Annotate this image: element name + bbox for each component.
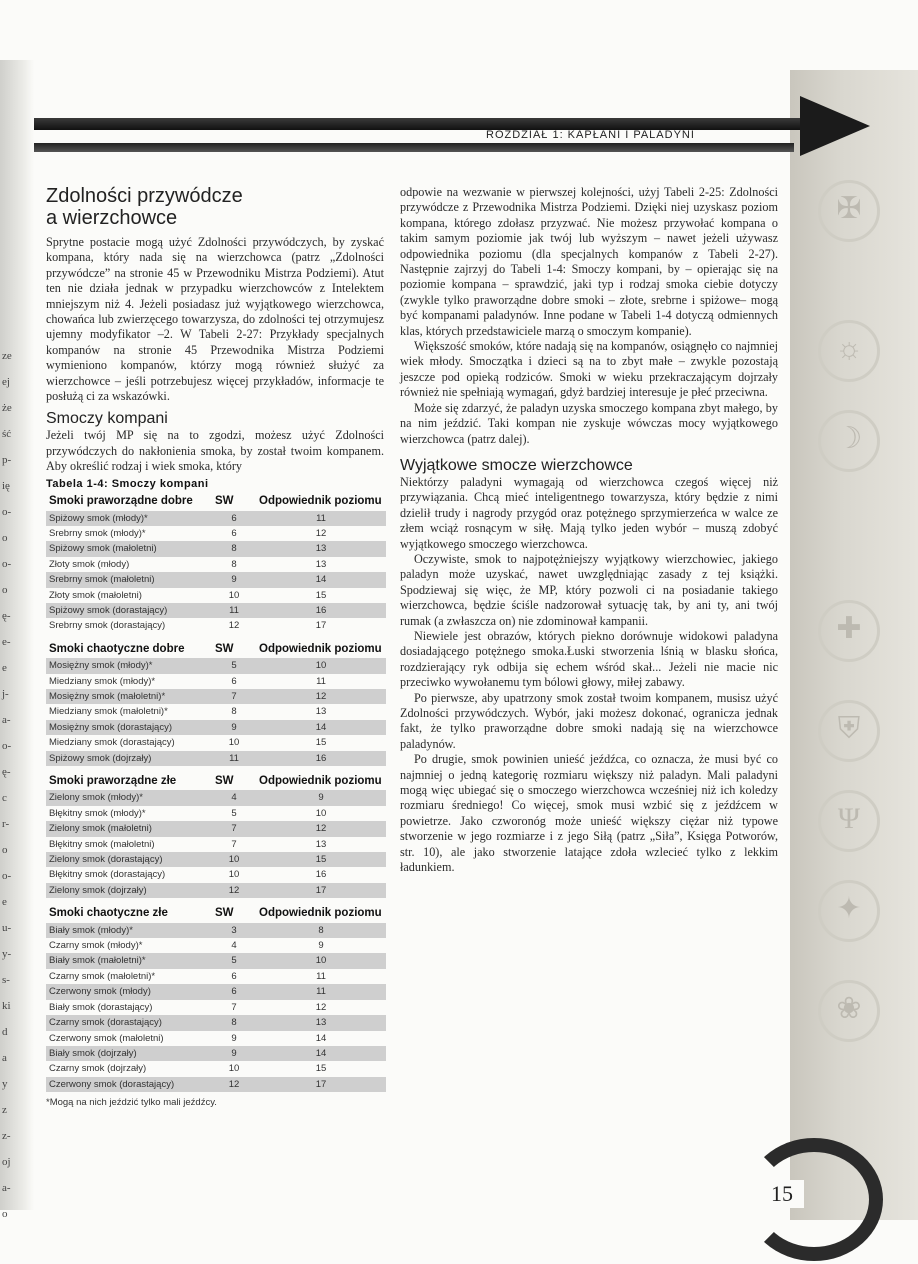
cell-sw: 9 [212,1046,256,1061]
bleed-fragment: e- [2,636,11,648]
bleed-fragment: ę- [2,766,11,778]
bleed-fragment: że [2,402,12,414]
cell-level: 13 [256,541,386,556]
cell-sw: 6 [231,970,237,982]
cell-dragon: Czarny smok (młody)* [49,940,143,952]
table-row [46,883,386,898]
cell-sw: 7 [212,689,256,704]
paragraph: Jeżeli twój MP się na to zgodzi, możesz użyć Zdolności przywódczych do nakłonienia smoka, by został twoim kompanem. Aby określić rodzaj i wiek smoka, który [46,428,384,474]
cell-dragon: Mosiężny smok (młody)* [46,658,212,673]
cell-sw: 9 [212,572,256,587]
paragraph: Większość smoków, które nadają się na kompanów, osiągnęło co najmniej wiek młody. Smoczątka i dzieci są na to zbyt małe – zwykle pozostają jeszcze pod opieką rodziców. Smoki w wieku przekraczającym dojrzały również nie spełniają wymagań, gdyż bardziej interesuje je płeć przeciwna. [400,339,778,400]
cell-level: 14 [256,572,386,587]
col-header-level: Odpowiednik poziomu [259,907,382,920]
cell-level: 15 [315,589,327,601]
cell-sw: 10 [228,1063,240,1075]
paragraph: Po pierwsze, aby upatrzony smok został twoim kompanem, musisz użyć Zdolności przywódczych. Wybór, jaki możesz dokonać, ogranicza jednak fakt, że tylko praworządne dobre smoki nadają się na wierzchowce paladynów. [400,690,778,751]
table-row [46,867,386,882]
bleed-fragment: j- [2,688,9,700]
cell-dragon: Czerwony smok (małoletni) [49,1032,164,1044]
cell-dragon: Srebrny smok (młody)* [49,527,146,539]
cell-sw: 11 [212,603,256,618]
cell-level: 11 [316,675,326,687]
cell-sw: 6 [212,511,256,526]
bleed-fragment: ię [2,480,10,492]
section-heading-dragon-companions: Smoczy kompani [46,410,168,428]
bleed-fragment: p- [2,454,12,466]
bleed-fragment: a- [2,714,11,726]
cell-dragon: Miedziany smok (małoletni)* [49,706,168,718]
col-header-sw: SW [215,775,234,787]
group-title: Smoki chaotyczne dobre [49,642,185,655]
cell-level: 11 [256,984,386,999]
cell-dragon: Zielony smok (dorastający) [46,852,212,867]
bleed-fragment: o- [2,506,12,518]
table-row [46,572,386,587]
table-row [46,526,386,541]
cell-dragon: Czarny smok (małoletni)* [49,970,156,982]
table-row [46,751,386,766]
flower-symbol-icon: ❀ [818,980,880,1042]
cell-sw: 5 [212,658,256,673]
cell-sw: 7 [231,1001,237,1013]
sun-symbol-icon: ☼ [818,320,880,382]
paragraph: odpowie na wezwanie w pierwszej kolejności, użyj Tabeli 2-25: Zdolności przywódcze z Przewodnika Mistrza Podziemi. Dzięki niej uzyskasz poziom kompana, którego zdołasz przyzwać. Nie możesz przywołać kompana o takim samym poziomie jak twój lub wyższym – nawet jeżeli używasz odpowiednika poziomu (dla specjalnych kompanów z Tabeli 2-27). Następnie zajrzyj do Tabeli 1-4: Smoczy kompani, by – opierając się na poziomie kompana – sprawdzić, jaki typ i rodzaj smoka ciebie dotyczy (zwykle tylko praworządne dobre smoki – złote, srebrne i spiżowe– mogą być kompanami paladynów. Inne podane w Tabeli 1-4 dotyczą odmiennych klas, których przedstawiciele marzą o smoczym kompanie). [400,185,778,338]
bleed-fragment: z- [2,1130,11,1142]
table-row [46,1000,386,1015]
table-row [46,821,386,836]
trident-symbol-icon: Ψ [818,790,880,852]
holy-symbol-icon: ✠ [818,180,880,242]
table-group [46,641,386,766]
cell-sw: 10 [228,737,240,749]
section-heading-leadership: Zdolności przywódcze a wierzchowce [46,185,243,229]
table-row [46,969,386,984]
bleed-fragment: u- [2,922,12,934]
paragraph: Oczywiste, smok to najpotężniejszy wyjątkowy wierzchowiec, jakiego paladyn może uzyskać, nawet uwzględniając zasady z tej książki. Spodziewaj się więc, że MP, który pozwoli ci na posiadanie takiego wierzchowca, będzie ściśle nadzorował sytuację tak, by ani ty, ani twój rumak (a zwłaszcza on) nie zdominował kampanii. [400,551,778,628]
bleed-fragment: o- [2,558,12,570]
cell-dragon: Biały smok (dorastający) [49,1001,153,1013]
paragraph: Po drugie, smok powinien unieść jeźdźca, co oznacza, że musi być co najmniej o jedną kategorię rozmiaru większy niż paladyn. Mali paladyni mogą więc ubiegać się o smoczego wierzchowca wcześniej niż ich koledzy rozmiaru średniego! Co więcej, smok musi wzbić się z jeźdźcem w powietrze. Jako czworonóg może unieść większy ciężar niż typowe stworzenie w jego rozmiarze i z jego Siłą (patrz „Siła”, Księga Potworów, str. 10), ale jako stworzenie latające zdoła wzlecieć tylko z lekkim ładunkiem. [400,752,778,875]
cell-sw: 7 [231,838,237,850]
cell-dragon: Mosiężny smok (dorastający) [46,720,212,735]
cell-sw: 10 [212,852,256,867]
cell-level: 16 [315,869,327,881]
group-title: Smoki praworządne dobre [49,495,193,508]
cell-level: 12 [315,527,327,539]
group-title: Smoki praworządne złe [49,775,177,787]
col-header-sw: SW [215,642,234,655]
cell-sw: 11 [212,751,256,766]
table-group [46,773,386,898]
bleed-fragment: o- [2,870,12,882]
bleed-fragment: e [2,896,7,908]
cell-level: 9 [256,790,386,805]
bleed-fragment: o [2,1208,8,1220]
bleed-fragment: o [2,532,8,544]
cell-level: 12 [256,689,386,704]
cell-level: 14 [256,1046,386,1061]
cell-dragon: Złoty smok (małoletni) [49,589,142,601]
cell-sw: 6 [212,984,256,999]
bleed-fragment: c [2,792,7,804]
cell-sw: 9 [212,720,256,735]
running-head: ROZDZIAŁ 1: KAPŁANI I PALADYNI [486,129,695,141]
bleed-fragment: r- [2,818,10,830]
cell-dragon: Biały smok (dojrzały) [46,1046,212,1061]
cell-sw: 12 [212,883,256,898]
cell-level: 10 [315,807,327,819]
dragon-companion-table [46,493,384,1092]
table-row [46,720,386,735]
table-row [46,618,386,633]
table-header-row [46,493,386,510]
cell-level: 17 [256,883,386,898]
cell-dragon: Czerwony smok (dorastający) [46,1077,212,1092]
cell-sw: 10 [228,589,240,601]
bleed-fragment: ść [2,428,12,440]
table-row [46,923,386,938]
cell-dragon: Zielony smok (małoletni) [46,821,212,836]
arrow-icon [800,96,870,156]
cell-sw: 9 [231,1032,237,1044]
table-footnote: *Mogą na nich jeździć tylko mali jeźdźcy. [46,1097,217,1109]
table-group [46,905,386,1092]
col-header-level: Odpowiednik poziomu [259,775,382,787]
group-title: Smoki chaotyczne złe [49,907,168,920]
cell-level: 12 [315,1001,327,1013]
cell-level: 12 [256,821,386,836]
table-group [46,493,386,634]
table-row [46,674,386,689]
cell-sw: 12 [228,620,240,632]
cell-dragon: Czerwony smok (młody) [46,984,212,999]
cell-dragon: Błękitny smok (dorastający) [49,869,166,881]
bleed-fragment: ę- [2,610,11,622]
shield-symbol-icon: ⛨ [818,700,880,762]
cell-level: 16 [256,603,386,618]
cell-level: 16 [256,751,386,766]
cell-level: 11 [316,970,326,982]
cell-level: 10 [256,658,386,673]
table-row [46,541,386,556]
table-row [46,837,386,852]
bleed-fragment: y- [2,948,12,960]
table-row [46,689,386,704]
col-header-level: Odpowiednik poziomu [259,495,382,508]
bleed-fragment: y [2,1078,8,1090]
left-column [46,185,384,1111]
cell-dragon: Spiżowy smok (małoletni) [46,541,212,556]
cell-sw: 4 [231,940,237,952]
cell-level: 15 [315,1063,327,1075]
cell-sw: 12 [212,1077,256,1092]
cell-dragon: Czarny smok (dojrzały) [49,1063,147,1075]
table-row [46,1077,386,1092]
bleed-fragment: e [2,662,7,674]
bleed-fragment: s- [2,974,10,986]
cell-sw: 8 [212,541,256,556]
table-row [46,735,386,750]
cell-level: 13 [315,838,327,850]
cell-level: 14 [256,720,386,735]
cell-sw: 8 [231,706,237,718]
page-number: 15 [760,1180,804,1208]
table-row [46,704,386,719]
cell-dragon: Mosiężny smok (małoletni)* [46,689,212,704]
cell-dragon: Czarny smok (dorastający) [46,1015,212,1030]
table-row [46,1015,386,1030]
cell-sw: 6 [231,675,237,687]
table-row [46,1061,386,1076]
cell-dragon: Biały smok (młody)* [46,923,212,938]
bleed-fragment: ze [2,350,12,362]
cell-level: 17 [315,620,327,632]
cell-level: 10 [256,953,386,968]
cell-sw: 5 [212,953,256,968]
bleed-fragment: o [2,584,8,596]
cell-sw: 10 [228,869,240,881]
cell-sw: 7 [212,821,256,836]
table-row [46,984,386,999]
bleed-fragment: z [2,1104,7,1116]
right-column [400,185,778,875]
cell-sw: 3 [212,923,256,938]
table-row [46,603,386,618]
paragraph: Niektórzy paladyni wymagają od wierzchowca czegoś więcej niż przywiązania. Chcą mieć inteligentnego towarzysza, który będzie z nimi dzielił trudy i nagrody przygód oraz potężnego sprzymierzeńca w walce ze złem wciąż rosnącym w siłę. Mają tylko jeden wybór – muszą zdobyć wyjątkowego smoczego wierzchowca. [400,474,778,551]
table-row [46,557,386,572]
cell-dragon: Spiżowy smok (młody)* [46,511,212,526]
cell-level: 9 [318,940,324,952]
cross-symbol-icon: ✚ [818,600,880,662]
table-row [46,806,386,821]
cell-level: 14 [315,1032,327,1044]
cell-sw: 8 [212,1015,256,1030]
bleed-fragment: d [2,1026,8,1038]
cell-level: 17 [256,1077,386,1092]
cell-dragon: Złoty smok (młody) [49,558,130,570]
table-row [46,1046,386,1061]
col-header-sw: SW [215,907,234,920]
cell-sw: 5 [231,807,237,819]
cell-level: 13 [315,706,327,718]
cell-dragon: Błękitny smok (młody)* [49,807,146,819]
cell-level: 8 [256,923,386,938]
section-heading-special-mounts: Wyjątkowe smocze wierzchowce [400,456,633,474]
paragraph: Niewiele jest obrazów, których piekno dorównuje widokowi paladyna dosiadającego potężnego smoka.Łuski stworzenia lśnią w blasku słońca, rozdzierający ryk odbija się echem wśród skał... Jeżeli nie macie nic przeciwko wywołanemu tym bólowi głowy, miłej zabawy. [400,628,778,690]
cell-dragon: Spiżowy smok (dorastający) [46,603,212,618]
header-band [34,118,834,130]
cell-dragon: Zielony smok (dojrzały) [46,883,212,898]
cell-dragon: Biały smok (małoletni)* [46,953,212,968]
table-header-row [46,641,386,658]
cell-level: 15 [315,737,327,749]
cell-level: 13 [315,558,327,570]
table-title: Tabela 1-4: Smoczy kompani [46,477,209,490]
paragraph: Sprytne postacie mogą użyć Zdolności przywódczych, by zyskać kompana, który nada się na wierzchowca (patrz „Zdolności przywódcze” na stronie 45 w Przewodniku Mistrza Podziemi). Atut ten nie działa jednak w przypadku wierzchowców z Intelektem mniejszym niż 4. Jeżeli posiadasz już wyjątkowego wierzchowca, chowańca lub zwierzęcego towarzysza, do zdolności tej otrzymujesz ujemny modyfikator –2. W Tabeli 2-27: Przykłady specjalnych kompanów na stronie 45 Przewodnika Mistrza Podziemi wymieniono kompanów, którzy mogą również służyć za wierzchowce – jeśli potrzebujesz więcej przykładów, informacje te posłużą ci za wskazówki. [46,235,384,404]
cell-dragon: Miedziany smok (młody)* [49,675,156,687]
cell-sw: 4 [212,790,256,805]
cell-sw: 6 [231,527,237,539]
cell-dragon: Srebrny smok (małoletni) [46,572,212,587]
cell-dragon: Błękitny smok (małoletni) [49,838,155,850]
table-header-row [46,905,386,922]
crescent-symbol-icon: ☽ [818,410,880,472]
table-row [46,852,386,867]
bleed-fragment: a [2,1052,7,1064]
table-row [46,511,386,526]
cell-level: 11 [256,511,386,526]
table-row [46,790,386,805]
bleed-fragment: oj [2,1156,11,1168]
bleed-fragment: a- [2,1182,11,1194]
cell-dragon: Srebrny smok (dorastający) [49,620,166,632]
cell-dragon: Miedziany smok (dorastający) [49,737,175,749]
bleed-fragment: ki [2,1000,11,1012]
bleed-fragment: ej [2,376,10,388]
header-underline [34,143,794,152]
bleed-fragment: o [2,844,8,856]
cell-level: 13 [256,1015,386,1030]
cell-sw: 8 [231,558,237,570]
table-row [46,588,386,603]
star-symbol-icon: ✦ [818,880,880,942]
paragraph: Może się zdarzyć, że paladyn uzyska smoczego kompana zbyt małego, by na nim jeździć. Taki kompan nie zyskuje wówczas mocy wyjątkowego wierzchowca (patrz dalej). [400,400,778,446]
col-header-sw: SW [215,495,234,508]
cell-dragon: Spiżowy smok (dojrzały) [46,751,212,766]
previous-page-bleed [0,60,34,1220]
cell-level: 15 [256,852,386,867]
table-row [46,1031,386,1046]
bleed-fragment: o- [2,740,12,752]
col-header-level: Odpowiednik poziomu [259,642,382,655]
table-row [46,938,386,953]
table-row [46,658,386,673]
cell-dragon: Zielony smok (młody)* [46,790,212,805]
table-header-row [46,773,386,790]
table-row [46,953,386,968]
